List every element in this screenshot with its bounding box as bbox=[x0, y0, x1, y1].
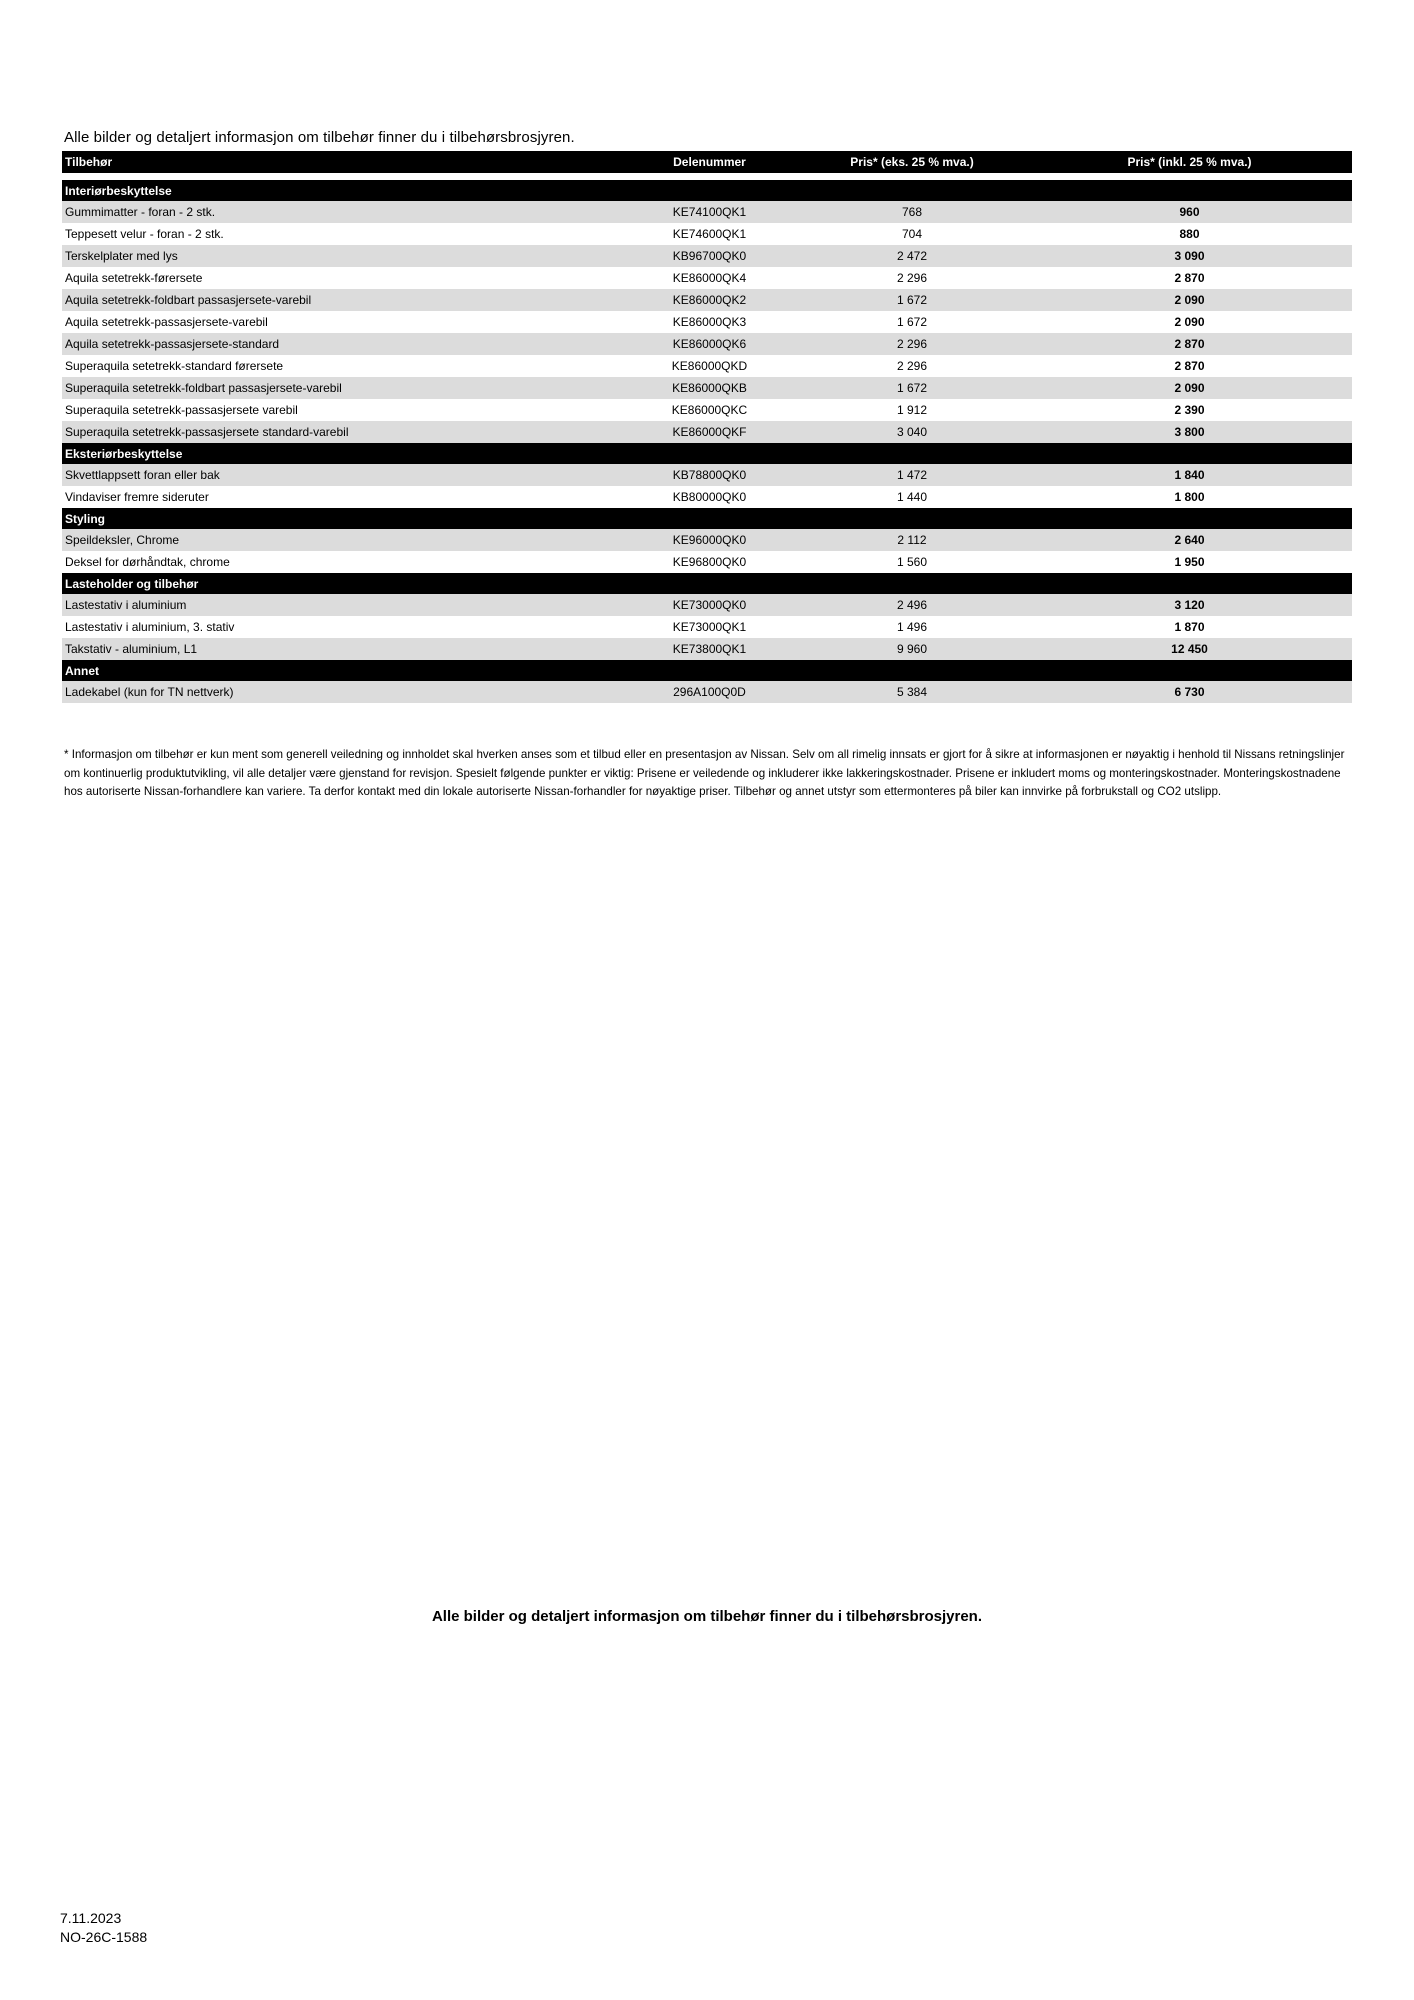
accessory-name: Takstativ - aluminium, L1 bbox=[62, 638, 622, 660]
price-inc-vat: 3 120 bbox=[1027, 594, 1352, 616]
price-inc-vat: 1 840 bbox=[1027, 464, 1352, 486]
table-row bbox=[62, 486, 1352, 508]
document-meta bbox=[60, 1909, 147, 1947]
accessory-name: Aquila setetrekk-passasjersete-standard bbox=[62, 333, 622, 355]
header-accessory: Tilbehør bbox=[62, 151, 622, 173]
table-spacer bbox=[62, 173, 1352, 180]
price-inc-vat: 2 870 bbox=[1174, 271, 1205, 285]
accessory-name: Lastestativ i aluminium, 3. stativ bbox=[65, 620, 235, 634]
part-number: KE73800QK1 bbox=[622, 638, 797, 660]
header-price-inc-vat: Pris* (inkl. 25 % mva.) bbox=[1027, 151, 1352, 173]
price-ex-vat: 768 bbox=[797, 201, 1027, 223]
price-inc-vat: 960 bbox=[1027, 201, 1352, 223]
table-row bbox=[62, 421, 1352, 443]
intro-text: Alle bilder og detaljert informasjon om tilbehør finner du i tilbehørsbrosjyren. bbox=[64, 129, 575, 146]
price-inc-vat: 2 870 bbox=[1174, 359, 1205, 373]
header-price-ex-vat: Pris* (eks. 25 % mva.) bbox=[797, 151, 1027, 173]
accessory-name: Aquila setetrekk-førersete bbox=[65, 271, 203, 285]
table-header-row bbox=[62, 151, 1352, 173]
part-number: KE73000QK1 bbox=[672, 620, 747, 634]
accessory-name: Gummimatter - foran - 2 stk. bbox=[62, 201, 622, 223]
table-row bbox=[62, 399, 1352, 421]
price-ex-vat: 1 672 bbox=[797, 377, 1027, 399]
table-row bbox=[62, 616, 1352, 638]
part-number: KE73000QK0 bbox=[622, 594, 797, 616]
part-number: KB96700QK0 bbox=[622, 245, 797, 267]
accessory-name: Lastestativ i aluminium bbox=[62, 594, 622, 616]
table-row bbox=[62, 333, 1352, 355]
price-ex-vat: 1 560 bbox=[896, 555, 928, 569]
price-inc-vat: 1 800 bbox=[1174, 490, 1205, 504]
accessory-name: Superaquila setetrekk-standard førersete bbox=[65, 359, 284, 373]
part-number: KE86000QKB bbox=[622, 377, 797, 399]
accessory-name: Teppesett velur - foran - 2 stk. bbox=[65, 227, 224, 241]
table-row bbox=[62, 201, 1352, 223]
price-ex-vat: 1 440 bbox=[896, 490, 928, 504]
price-ex-vat: 9 960 bbox=[797, 638, 1027, 660]
price-inc-vat: 2 390 bbox=[1174, 403, 1205, 417]
accessories-price-table bbox=[62, 151, 1352, 703]
table-row bbox=[62, 377, 1352, 399]
part-number: KE86000QKF bbox=[622, 421, 797, 443]
price-ex-vat: 3 040 bbox=[797, 421, 1027, 443]
price-ex-vat: 1 672 bbox=[797, 289, 1027, 311]
accessory-name: Deksel for dørhåndtak, chrome bbox=[65, 555, 230, 569]
price-ex-vat: 2 296 bbox=[896, 271, 928, 285]
footer-note: Alle bilder og detaljert informasjon om tilbehør finner du i tilbehørsbrosjyren. bbox=[431, 1608, 983, 1625]
table-row bbox=[62, 289, 1352, 311]
accessory-name: Aquila setetrekk-foldbart passasjersete-varebil bbox=[62, 289, 622, 311]
price-ex-vat: 704 bbox=[901, 227, 923, 241]
section-header-row bbox=[62, 573, 1352, 594]
price-ex-vat: 1 912 bbox=[896, 403, 928, 417]
section-header-row bbox=[62, 508, 1352, 529]
disclaimer-text: * Informasjon om tilbehør er kun ment som generell veiledning og innholdet skal hverken anses som et tilbud eller en presentasjon av Nissan. Selv om all rimelig innsats er gjort for å sikre at informasjonen er nøyaktig i henhold til Nissans retningslinjer om kontinuerlig produktutvikling, vil alle detaljer være gjenstand for revisjon. Spesielt følgende punkter er viktig: Prisene er veiledende og inkluderer ikke lakkeringskostnader. Prisene er inkludert moms og monteringskostnader. Monteringskostnadene hos autoriserte Nissan-forhandlere kan variere. Ta derfor kontakt med din lokale autoriserte Nissan-forhandler for nøyaktige priser. Tilbehør og annet utstyr som ettermonteres på biler kan innvirke på forbrukstall og CO2 utslipp. bbox=[64, 748, 1345, 798]
section-header-row bbox=[62, 660, 1352, 681]
part-number: KE86000QK6 bbox=[622, 333, 797, 355]
section-title: Interiørbeskyttelse bbox=[62, 180, 1352, 201]
price-inc-vat: 2 640 bbox=[1027, 529, 1352, 551]
price-ex-vat: 2 296 bbox=[896, 359, 928, 373]
table-row bbox=[62, 638, 1352, 660]
part-number: KE74100QK1 bbox=[622, 201, 797, 223]
price-ex-vat: 2 112 bbox=[797, 529, 1027, 551]
price-ex-vat: 1 472 bbox=[797, 464, 1027, 486]
section-header-row bbox=[62, 443, 1352, 464]
section-title: Annet bbox=[62, 660, 1352, 681]
table-row bbox=[62, 529, 1352, 551]
price-ex-vat: 1 496 bbox=[896, 620, 928, 634]
price-inc-vat: 2 090 bbox=[1027, 377, 1352, 399]
accessory-name: Terskelplater med lys bbox=[62, 245, 622, 267]
price-ex-vat: 2 296 bbox=[797, 333, 1027, 355]
document-code: NO-26C-1588 bbox=[60, 1929, 148, 1945]
part-number: KB80000QK0 bbox=[672, 490, 747, 504]
header-part-number: Delenummer bbox=[622, 151, 797, 173]
accessory-name: Speildeksler, Chrome bbox=[62, 529, 622, 551]
price-inc-vat: 12 450 bbox=[1027, 638, 1352, 660]
accessory-name: Superaquila setetrekk-foldbart passasjersete-varebil bbox=[62, 377, 622, 399]
section-title: Styling bbox=[62, 508, 1352, 529]
part-number: KE96800QK0 bbox=[672, 555, 747, 569]
part-number: KE86000QK2 bbox=[622, 289, 797, 311]
price-inc-vat: 1 950 bbox=[1174, 555, 1205, 569]
table-row bbox=[62, 311, 1352, 333]
accessory-name: Superaquila setetrekk-passasjersete standard-varebil bbox=[62, 421, 622, 443]
price-inc-vat: 2 090 bbox=[1174, 315, 1205, 329]
part-number: KE86000QKD bbox=[671, 359, 748, 373]
price-ex-vat: 2 496 bbox=[797, 594, 1027, 616]
price-ex-vat: 2 472 bbox=[797, 245, 1027, 267]
section-header-row bbox=[62, 180, 1352, 201]
table-row bbox=[62, 355, 1352, 377]
table-row bbox=[62, 681, 1352, 703]
part-number: KE86000QKC bbox=[671, 403, 748, 417]
price-inc-vat: 3 800 bbox=[1027, 421, 1352, 443]
accessory-name: Ladekabel (kun for TN nettverk) bbox=[62, 681, 622, 703]
price-inc-vat: 2 870 bbox=[1027, 333, 1352, 355]
accessory-name: Vindaviser fremre sideruter bbox=[65, 490, 209, 504]
part-number: 296A100Q0D bbox=[622, 681, 797, 703]
price-ex-vat: 1 672 bbox=[896, 315, 928, 329]
section-title: Lasteholder og tilbehør bbox=[62, 573, 1352, 594]
part-number: KE86000QK4 bbox=[672, 271, 747, 285]
accessory-name: Superaquila setetrekk-passasjersete varebil bbox=[65, 403, 298, 417]
price-ex-vat: 5 384 bbox=[797, 681, 1027, 703]
section-title: Eksteriørbeskyttelse bbox=[62, 443, 1352, 464]
part-number: KE74600QK1 bbox=[672, 227, 747, 241]
price-inc-vat: 880 bbox=[1179, 227, 1200, 241]
spacer-cell bbox=[62, 173, 1352, 180]
price-inc-vat: 1 870 bbox=[1174, 620, 1205, 634]
part-number: KE96000QK0 bbox=[622, 529, 797, 551]
table-row bbox=[62, 464, 1352, 486]
table-row bbox=[62, 267, 1352, 289]
accessory-name: Aquila setetrekk-passasjersete-varebil bbox=[65, 315, 268, 329]
table-row bbox=[62, 245, 1352, 267]
table-row bbox=[62, 223, 1352, 245]
price-inc-vat: 3 090 bbox=[1027, 245, 1352, 267]
accessory-name: Skvettlappsett foran eller bak bbox=[62, 464, 622, 486]
table-row bbox=[62, 594, 1352, 616]
document-date: 7.11.2023 bbox=[60, 1910, 122, 1926]
part-number: KB78800QK0 bbox=[622, 464, 797, 486]
part-number: KE86000QK3 bbox=[672, 315, 747, 329]
table-body bbox=[62, 173, 1352, 703]
price-inc-vat: 2 090 bbox=[1027, 289, 1352, 311]
table-row bbox=[62, 551, 1352, 573]
price-inc-vat: 6 730 bbox=[1027, 681, 1352, 703]
